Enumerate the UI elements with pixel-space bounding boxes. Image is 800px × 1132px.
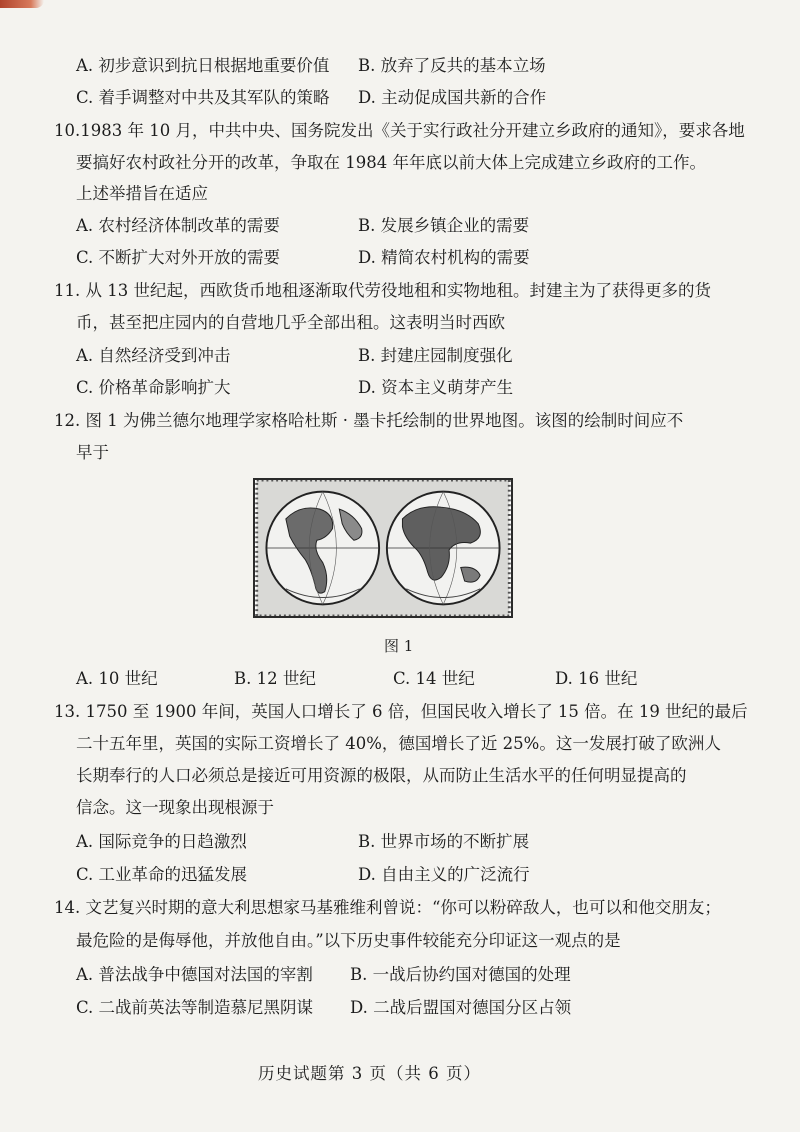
q13-option-c: C. 工业革命的迅猛发展 xyxy=(76,865,248,884)
q14-option-d: D. 二战后盟国对德国分区占领 xyxy=(350,998,572,1017)
q12-option-d: D. 16 世纪 xyxy=(555,669,638,688)
q11-option-a: A. 自然经济受到冲击 xyxy=(76,346,231,365)
corner-stain xyxy=(0,0,44,8)
q11-option-d: D. 资本主义萌芽产生 xyxy=(358,378,514,397)
q11-option-c: C. 价格革命影响扩大 xyxy=(76,378,231,397)
q11-stem-line-1: 11. 从 13 世纪起，西欧货币地租逐渐取代劳役地租和实物地租。封建主为了获得更多的货 xyxy=(54,281,711,300)
q14-option-b: B. 一战后协约国对德国的处理 xyxy=(350,965,571,984)
q9-option-d: D. 主动促成国共新的合作 xyxy=(358,88,547,107)
q13-stem-line-1: 13. 1750 至 1900 年间，英国人口增长了 6 倍，但国民收入增长了 15 倍。在 19 世纪的最后 xyxy=(54,702,748,721)
q9-option-c: C. 着手调整对中共及其军队的策略 xyxy=(76,88,330,107)
q14-stem-line-2: 最危险的是侮辱他，并放他自由。”以下历史事件较能充分印证这一观点的是 xyxy=(76,931,621,950)
q12-option-a: A. 10 世纪 xyxy=(76,669,158,688)
q10-option-b: B. 发展乡镇企业的需要 xyxy=(358,216,530,235)
q11-stem-line-2: 币，甚至把庄园内的自营地几乎全部出租。这表明当时西欧 xyxy=(76,313,505,332)
figure-caption: 图 1 xyxy=(384,637,414,655)
page-footer: 历史试题第 3 页（共 6 页） xyxy=(258,1064,481,1083)
q14-stem-line-1: 14. 文艺复兴时期的意大利思想家马基雅维利曾说：“你可以粉碎敌人，也可以和他交朋友； xyxy=(54,898,721,917)
q12-option-c: C. 14 世纪 xyxy=(393,669,475,688)
q13-stem-line-2: 二十五年里，英国的实际工资增长了 40%，德国增长了近 25%。这一发展打破了欧洲人 xyxy=(76,734,721,753)
q10-stem-line-3: 上述举措旨在适应 xyxy=(76,184,208,203)
q9-option-a: A. 初步意识到抗日根据地重要价值 xyxy=(76,56,330,75)
q12-stem-line-1: 12. 图 1 为佛兰德尔地理学家格哈杜斯 · 墨卡托绘制的世界地图。该图的绘制时间应不 xyxy=(54,411,684,430)
world-map-illustration xyxy=(255,480,511,616)
q13-option-b: B. 世界市场的不断扩展 xyxy=(358,832,530,851)
q11-option-b: B. 封建庄园制度强化 xyxy=(358,346,513,365)
q14-option-a: A. 普法战争中德国对法国的宰割 xyxy=(76,965,313,984)
q13-stem-line-3: 长期奉行的人口必须总是接近可用资源的极限，从而防止生活水平的任何明显提高的 xyxy=(76,766,687,785)
q9-option-b: B. 放弃了反共的基本立场 xyxy=(358,56,546,75)
world-map-figure xyxy=(253,478,513,618)
q10-option-c: C. 不断扩大对外开放的需要 xyxy=(76,248,281,267)
q13-option-d: D. 自由主义的广泛流行 xyxy=(358,865,530,884)
q10-option-a: A. 农村经济体制改革的需要 xyxy=(76,216,280,235)
q12-stem-line-2: 早于 xyxy=(76,443,109,462)
q10-option-d: D. 精简农村机构的需要 xyxy=(358,248,530,267)
q12-option-b: B. 12 世纪 xyxy=(234,669,316,688)
q13-option-a: A. 国际竞争的日趋激烈 xyxy=(76,832,247,851)
q14-option-c: C. 二战前英法等制造慕尼黑阴谋 xyxy=(76,998,314,1017)
q13-stem-line-4: 信念。这一现象出现根源于 xyxy=(76,798,274,817)
q10-stem-line-1: 10.1983 年 10 月，中共中央、国务院发出《关于实行政社分开建立乡政府的通知》，要求各地 xyxy=(54,121,745,140)
q10-stem-line-2: 要搞好农村政社分开的改革，争取在 1984 年年底以前大体上完成建立乡政府的工作。 xyxy=(76,153,706,172)
